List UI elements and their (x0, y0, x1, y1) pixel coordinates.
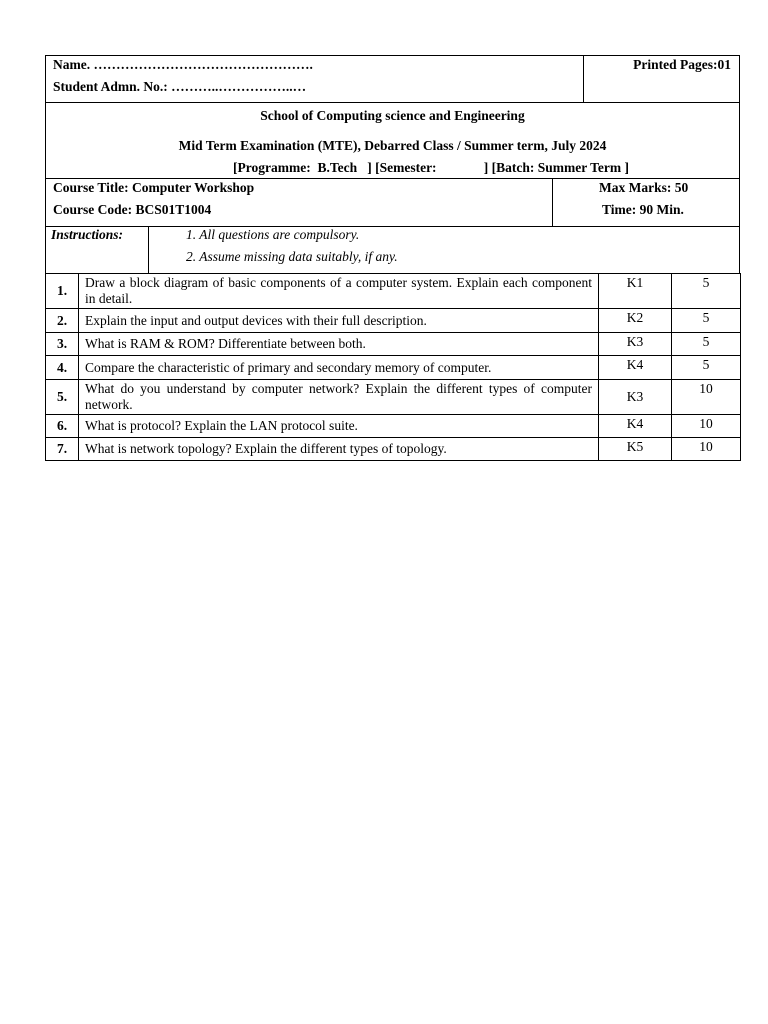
question-marks: 5 (672, 356, 741, 380)
course-details (46, 179, 553, 226)
instruction-item: 1. All questions are compulsory. (186, 227, 360, 242)
course-info (45, 178, 740, 226)
exam-time: Time: 90 Min. (602, 202, 684, 217)
school-name: School of Computing science and Engineering (260, 108, 525, 123)
knowledge-level: K1 (599, 274, 672, 309)
exam-name: Mid Term Examination (MTE), Debarred Class / Summer term, July 2024 (178, 138, 607, 153)
question-text: Explain the input and output devices with their full description. (79, 309, 599, 333)
exam-title-block (45, 102, 740, 178)
question-row (46, 309, 741, 333)
printed-pages: Printed Pages:01 (633, 57, 731, 72)
exam-paper (45, 55, 740, 461)
student-admission-field: Student Admn. No.: ………..……………..… (53, 79, 307, 94)
question-number: 2. (46, 309, 79, 333)
question-row (46, 415, 741, 438)
instructions-label: Instructions: (51, 227, 124, 242)
question-text: What do you understand by computer network? Explain the different types of computer network. (79, 380, 599, 415)
question-row (46, 356, 741, 380)
question-marks: 5 (672, 333, 741, 356)
question-text: What is protocol? Explain the LAN protocol suite. (79, 415, 599, 438)
question-row (46, 438, 741, 461)
knowledge-level: K3 (599, 380, 672, 415)
question-text: What is RAM & ROM? Differentiate between both. (79, 333, 599, 356)
knowledge-level: K3 (599, 333, 672, 356)
question-text: Draw a block diagram of basic components of a computer system. Explain each component in detail. (79, 274, 599, 309)
knowledge-level: K4 (599, 415, 672, 438)
question-marks: 10 (672, 415, 741, 438)
instructions-label-cell (46, 227, 149, 273)
question-number: 7. (46, 438, 79, 461)
question-marks: 5 (672, 274, 741, 309)
question-text: What is network topology? Explain the different types of topology. (79, 438, 599, 461)
question-number: 1. (46, 274, 79, 309)
question-text: Compare the characteristic of primary and secondary memory of computer. (79, 356, 599, 380)
question-row (46, 274, 741, 309)
student-name-field: Name. …………………………………………. (53, 57, 313, 72)
student-info-header (45, 55, 740, 102)
instruction-item: 2. Assume missing data suitably, if any. (186, 249, 398, 264)
programme-info: [Programme: B.Tech ] [Semester: ] [Batch: Summer Term ] (233, 160, 630, 175)
instructions-block (45, 226, 740, 273)
course-code: Course Code: BCS01T1004 (53, 202, 212, 217)
questions-table (45, 273, 741, 461)
question-number: 4. (46, 356, 79, 380)
knowledge-level: K2 (599, 309, 672, 333)
question-row (46, 380, 741, 415)
question-marks: 10 (672, 438, 741, 461)
knowledge-level: K4 (599, 356, 672, 380)
question-marks: 5 (672, 309, 741, 333)
knowledge-level: K5 (599, 438, 672, 461)
max-marks: Max Marks: 50 (599, 180, 689, 195)
question-number: 6. (46, 415, 79, 438)
question-number: 5. (46, 380, 79, 415)
student-fields (46, 56, 584, 102)
question-marks: 10 (672, 380, 741, 415)
question-row (46, 333, 741, 356)
course-title: Course Title: Computer Workshop (53, 180, 255, 195)
question-number: 3. (46, 333, 79, 356)
